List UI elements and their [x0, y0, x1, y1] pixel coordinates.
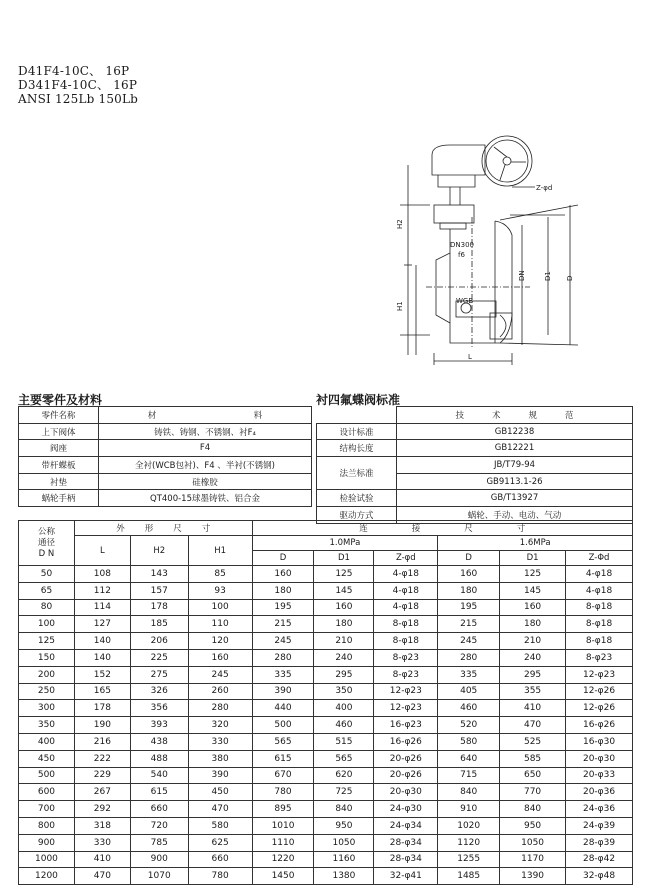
- table-cell: 326: [130, 683, 188, 700]
- table-cell: 295: [500, 666, 566, 683]
- table-cell: 500: [19, 767, 75, 784]
- part-name: 蜗轮手柄: [19, 490, 99, 507]
- table-cell: 125: [500, 566, 566, 583]
- table-cell: 770: [500, 784, 566, 801]
- table-cell: 140: [74, 633, 130, 650]
- table-cell: 245: [438, 633, 500, 650]
- table-cell: 200: [19, 666, 75, 683]
- table-cell: 12-φ26: [566, 700, 633, 717]
- table-row: [19, 851, 633, 868]
- table-row: [19, 423, 312, 440]
- table-cell: 8-φ23: [566, 649, 633, 666]
- table-cell: 127: [74, 616, 130, 633]
- table-cell: 150: [19, 649, 75, 666]
- table-cell: 4-φ18: [566, 566, 633, 583]
- col-header: H1: [188, 536, 252, 566]
- table-cell: 1170: [500, 851, 566, 868]
- table-cell: 470: [188, 801, 252, 818]
- valve-drawing: [390, 125, 610, 375]
- table-row: [19, 750, 633, 767]
- table-cell: 335: [438, 666, 500, 683]
- table-cell: 16-φ23: [374, 717, 438, 734]
- table-cell: 20-φ30: [566, 750, 633, 767]
- table-cell: 215: [252, 616, 314, 633]
- table-cell: 295: [314, 666, 374, 683]
- table-cell: 840: [500, 801, 566, 818]
- table-cell: 356: [130, 700, 188, 717]
- table-cell: 615: [130, 784, 188, 801]
- table-cell: 520: [438, 717, 500, 734]
- parts-table: [18, 406, 312, 507]
- table-row: [19, 868, 633, 885]
- table-cell: 93: [188, 582, 252, 599]
- table-cell: 20-φ26: [374, 767, 438, 784]
- part-name: 衬垫: [19, 473, 99, 490]
- table-cell: 780: [188, 868, 252, 885]
- table-cell: 500: [252, 717, 314, 734]
- table-cell: 440: [252, 700, 314, 717]
- table-cell: 24-φ39: [566, 817, 633, 834]
- table-row: [19, 649, 633, 666]
- standard-value: 蜗轮、手动、电动、气动: [397, 507, 633, 524]
- table-cell: 670: [252, 767, 314, 784]
- table-cell: 32-φ48: [566, 868, 633, 885]
- col-header: L: [74, 536, 130, 566]
- table-cell: 210: [314, 633, 374, 650]
- parts-title: 主要零件及材料: [18, 393, 103, 407]
- table-cell: 100: [19, 616, 75, 633]
- table-cell: 700: [19, 801, 75, 818]
- table-cell: 120: [188, 633, 252, 650]
- col-header: D1: [500, 551, 566, 566]
- table-cell: 1070: [130, 868, 188, 885]
- table-cell: 785: [130, 834, 188, 851]
- table-cell: 330: [74, 834, 130, 851]
- table-row: [19, 817, 633, 834]
- model-list: [18, 64, 138, 106]
- table-cell: 280: [188, 700, 252, 717]
- table-cell: 292: [74, 801, 130, 818]
- table-cell: 1050: [314, 834, 374, 851]
- table-cell: 125: [19, 633, 75, 650]
- table-cell: 240: [314, 649, 374, 666]
- table-cell: 195: [252, 599, 314, 616]
- table-cell: 715: [438, 767, 500, 784]
- table-cell: 1200: [19, 868, 75, 885]
- table-cell: 178: [130, 599, 188, 616]
- connect-header: 连 接 尺 寸: [252, 521, 632, 536]
- table-cell: 24-φ34: [374, 817, 438, 834]
- label-f6: f6: [458, 251, 465, 259]
- table-cell: 180: [252, 582, 314, 599]
- table-cell: 157: [130, 582, 188, 599]
- table-cell: 222: [74, 750, 130, 767]
- table-row: [19, 767, 633, 784]
- table-cell: 1255: [438, 851, 500, 868]
- table-cell: 178: [74, 700, 130, 717]
- table-cell: 28-φ39: [566, 834, 633, 851]
- label-z-phi-d: Z-φd: [536, 184, 553, 192]
- table-cell: 460: [314, 717, 374, 734]
- part-material: 铸铁、铸钢、不锈钢、衬F₄: [99, 423, 312, 440]
- table-row: [19, 599, 633, 616]
- label-h1: H1: [396, 301, 404, 311]
- table-cell: 393: [130, 717, 188, 734]
- table-cell: 210: [500, 633, 566, 650]
- table-row: [19, 784, 633, 801]
- table-row: [19, 407, 312, 424]
- label-dn300: DN300: [450, 241, 474, 249]
- table-cell: 600: [19, 784, 75, 801]
- table-cell: 900: [19, 834, 75, 851]
- model-line: D41F4-10C、 16P: [18, 64, 130, 78]
- table-cell: 950: [314, 817, 374, 834]
- table-row: [317, 457, 633, 474]
- table-cell: 720: [130, 817, 188, 834]
- table-cell: 185: [130, 616, 188, 633]
- table-row: [317, 423, 633, 440]
- table-cell: 1220: [252, 851, 314, 868]
- table-row: [19, 582, 633, 599]
- table-cell: 660: [130, 801, 188, 818]
- table-cell: 165: [74, 683, 130, 700]
- label-wgb: WGB: [456, 297, 474, 305]
- table-cell: 1380: [314, 868, 374, 885]
- table-cell: 110: [188, 616, 252, 633]
- table-cell: 240: [500, 649, 566, 666]
- model-line: D341F4-10C、 16P: [18, 78, 138, 92]
- table-cell: 650: [500, 767, 566, 784]
- table-cell: 275: [130, 666, 188, 683]
- table-cell: 320: [188, 717, 252, 734]
- table-cell: 450: [188, 784, 252, 801]
- header-cell: 零件名称: [19, 407, 99, 424]
- part-name: 阀座: [19, 440, 99, 457]
- table-cell: 160: [438, 566, 500, 583]
- table-cell: 640: [438, 750, 500, 767]
- table-cell: 585: [500, 750, 566, 767]
- table-cell: 515: [314, 733, 374, 750]
- table-cell: 180: [314, 616, 374, 633]
- table-cell: 390: [252, 683, 314, 700]
- table-cell: 318: [74, 817, 130, 834]
- table-cell: 800: [19, 817, 75, 834]
- standards-table: [316, 406, 633, 524]
- table-cell: 16-φ30: [566, 733, 633, 750]
- table-cell: 8-φ23: [374, 649, 438, 666]
- table-cell: 625: [188, 834, 252, 851]
- col-header: D: [438, 551, 500, 566]
- table-cell: 145: [500, 582, 566, 599]
- table-cell: 108: [74, 566, 130, 583]
- table-cell: 1110: [252, 834, 314, 851]
- table-cell: 910: [438, 801, 500, 818]
- table-cell: 50: [19, 566, 75, 583]
- table-cell: 195: [438, 599, 500, 616]
- table-cell: 260: [188, 683, 252, 700]
- table-cell: 225: [130, 649, 188, 666]
- standard-value: JB/T79-94: [397, 457, 633, 474]
- table-cell: 216: [74, 733, 130, 750]
- table-cell: 1120: [438, 834, 500, 851]
- table-cell: 335: [252, 666, 314, 683]
- table-cell: 267: [74, 784, 130, 801]
- standard-name: 法兰标准: [317, 457, 397, 490]
- table-cell: 180: [500, 616, 566, 633]
- table-cell: 840: [438, 784, 500, 801]
- table-cell: 190: [74, 717, 130, 734]
- table-cell: 1485: [438, 868, 500, 885]
- table-row: [19, 801, 633, 818]
- table-row: [317, 407, 633, 424]
- col-header: D1: [314, 551, 374, 566]
- col-header: D: [252, 551, 314, 566]
- table-cell: 16-φ26: [374, 733, 438, 750]
- label-dn: DN: [518, 270, 526, 281]
- table-row: [19, 717, 633, 734]
- part-material: QT400-15球墨铸铁、铝合金: [99, 490, 312, 507]
- label-d1: D1: [544, 271, 552, 281]
- label-h2: H2: [396, 219, 404, 229]
- table-cell: 160: [500, 599, 566, 616]
- table-cell: 145: [314, 582, 374, 599]
- table-cell: 20-φ30: [374, 784, 438, 801]
- table-cell: 390: [188, 767, 252, 784]
- table-cell: 100: [188, 599, 252, 616]
- table-cell: 950: [500, 817, 566, 834]
- table-cell: 410: [74, 851, 130, 868]
- table-cell: 525: [500, 733, 566, 750]
- table-cell: 80: [19, 599, 75, 616]
- table-cell: 8-φ18: [374, 633, 438, 650]
- table-cell: 400: [19, 733, 75, 750]
- table-cell: 28-φ42: [566, 851, 633, 868]
- table-row: [19, 536, 633, 551]
- table-cell: 8-φ18: [566, 599, 633, 616]
- table-cell: 160: [314, 599, 374, 616]
- table-cell: 355: [500, 683, 566, 700]
- table-cell: 565: [314, 750, 374, 767]
- table-cell: 580: [188, 817, 252, 834]
- standard-value: GB12221: [397, 440, 633, 457]
- table-cell: 4-φ18: [566, 582, 633, 599]
- standard-name: 检验试验: [317, 490, 397, 507]
- table-cell: 152: [74, 666, 130, 683]
- table-cell: 28-φ34: [374, 851, 438, 868]
- table-cell: 470: [74, 868, 130, 885]
- table-cell: 12-φ23: [374, 683, 438, 700]
- table-cell: 215: [438, 616, 500, 633]
- table-row: [19, 834, 633, 851]
- header-cell: 技 术 规 范: [397, 407, 633, 424]
- part-material: 硅橡胶: [99, 473, 312, 490]
- table-cell: 32-φ41: [374, 868, 438, 885]
- table-cell: 206: [130, 633, 188, 650]
- table-cell: 24-φ30: [374, 801, 438, 818]
- table-cell: 580: [438, 733, 500, 750]
- table-row: [19, 521, 633, 536]
- header-cell: 料: [205, 407, 312, 424]
- standard-name: 设计标准: [317, 423, 397, 440]
- table-cell: 250: [19, 683, 75, 700]
- table-cell: 280: [252, 649, 314, 666]
- table-cell: 620: [314, 767, 374, 784]
- table-cell: 1010: [252, 817, 314, 834]
- table-cell: 229: [74, 767, 130, 784]
- table-cell: 540: [130, 767, 188, 784]
- table-cell: 350: [19, 717, 75, 734]
- table-cell: 20-φ36: [566, 784, 633, 801]
- table-cell: 112: [74, 582, 130, 599]
- table-cell: 125: [314, 566, 374, 583]
- table-cell: 1450: [252, 868, 314, 885]
- table-cell: 380: [188, 750, 252, 767]
- table-cell: 4-φ18: [374, 566, 438, 583]
- dimensions-table: [18, 520, 633, 885]
- outline-header: 外 形 尺 寸: [74, 521, 252, 536]
- table-cell: 460: [438, 700, 500, 717]
- table-row: [19, 683, 633, 700]
- model-line: ANSI 125Lb 150Lb: [18, 92, 139, 106]
- table-cell: 114: [74, 599, 130, 616]
- header-cell: 材: [99, 407, 206, 424]
- table-cell: 1160: [314, 851, 374, 868]
- table-cell: 900: [130, 851, 188, 868]
- col-header: H2: [130, 536, 188, 566]
- standard-name: 结构长度: [317, 440, 397, 457]
- table-cell: 1020: [438, 817, 500, 834]
- table-cell: 840: [314, 801, 374, 818]
- table-cell: 180: [438, 582, 500, 599]
- table-cell: 8-φ18: [374, 616, 438, 633]
- table-row: [19, 700, 633, 717]
- part-material: F4: [99, 440, 312, 457]
- table-row: [19, 566, 633, 583]
- part-material: 全衬(WCB包衬)、F4 、半衬(不锈钢): [99, 457, 312, 474]
- standard-value: GB12238: [397, 423, 633, 440]
- table-row: [19, 633, 633, 650]
- table-cell: 280: [438, 649, 500, 666]
- nominal-header: 公称 通径 D N: [19, 521, 75, 566]
- table-row: [19, 666, 633, 683]
- table-cell: 24-φ36: [566, 801, 633, 818]
- table-cell: 160: [188, 649, 252, 666]
- table-cell: 895: [252, 801, 314, 818]
- label-l: L: [468, 353, 472, 361]
- table-cell: 725: [314, 784, 374, 801]
- standard-value: GB9113.1-26: [397, 473, 633, 490]
- table-cell: 12-φ23: [566, 666, 633, 683]
- table-row: [19, 490, 312, 507]
- table-row: [19, 457, 312, 474]
- pressure-header: 1.0MPa: [252, 536, 438, 551]
- part-name: 带杆蝶板: [19, 457, 99, 474]
- table-cell: 350: [314, 683, 374, 700]
- table-cell: 245: [252, 633, 314, 650]
- table-row: [19, 733, 633, 750]
- table-cell: 1000: [19, 851, 75, 868]
- table-row: [317, 490, 633, 507]
- table-cell: 300: [19, 700, 75, 717]
- table-cell: 160: [252, 566, 314, 583]
- table-cell: 12-φ26: [566, 683, 633, 700]
- table-cell: 330: [188, 733, 252, 750]
- table-cell: 8-φ18: [566, 616, 633, 633]
- table-row: [317, 440, 633, 457]
- table-cell: 438: [130, 733, 188, 750]
- label-d: D: [566, 275, 574, 281]
- table-cell: 450: [19, 750, 75, 767]
- table-cell: 4-φ18: [374, 599, 438, 616]
- standard-value: GB/T13927: [397, 490, 633, 507]
- table-cell: 65: [19, 582, 75, 599]
- table-cell: 405: [438, 683, 500, 700]
- table-cell: 8-φ23: [374, 666, 438, 683]
- pressure-header: 1.6MPa: [438, 536, 633, 551]
- table-cell: 470: [500, 717, 566, 734]
- standard-name: 驱动方式: [317, 507, 397, 524]
- table-cell: 8-φ18: [566, 633, 633, 650]
- table-cell: 660: [188, 851, 252, 868]
- table-cell: 12-φ23: [374, 700, 438, 717]
- table-cell: 140: [74, 649, 130, 666]
- table-cell: 20-φ33: [566, 767, 633, 784]
- table-cell: 4-φ18: [374, 582, 438, 599]
- table-cell: 1050: [500, 834, 566, 851]
- col-header: Z-Φd: [566, 551, 633, 566]
- part-name: 上下阀体: [19, 423, 99, 440]
- table-cell: 143: [130, 566, 188, 583]
- table-cell: 245: [188, 666, 252, 683]
- table-row: [19, 473, 312, 490]
- table-cell: 400: [314, 700, 374, 717]
- standards-title: 衬四氟蝶阀标准: [316, 393, 401, 407]
- table-cell: 1390: [500, 868, 566, 885]
- table-cell: 615: [252, 750, 314, 767]
- col-header: Z-φd: [374, 551, 438, 566]
- table-cell: 85: [188, 566, 252, 583]
- table-row: [19, 616, 633, 633]
- table-cell: 488: [130, 750, 188, 767]
- table-cell: 16-φ26: [566, 717, 633, 734]
- table-cell: 28-φ34: [374, 834, 438, 851]
- table-cell: 565: [252, 733, 314, 750]
- table-cell: 780: [252, 784, 314, 801]
- table-cell: 410: [500, 700, 566, 717]
- table-cell: 20-φ26: [374, 750, 438, 767]
- table-row: [19, 440, 312, 457]
